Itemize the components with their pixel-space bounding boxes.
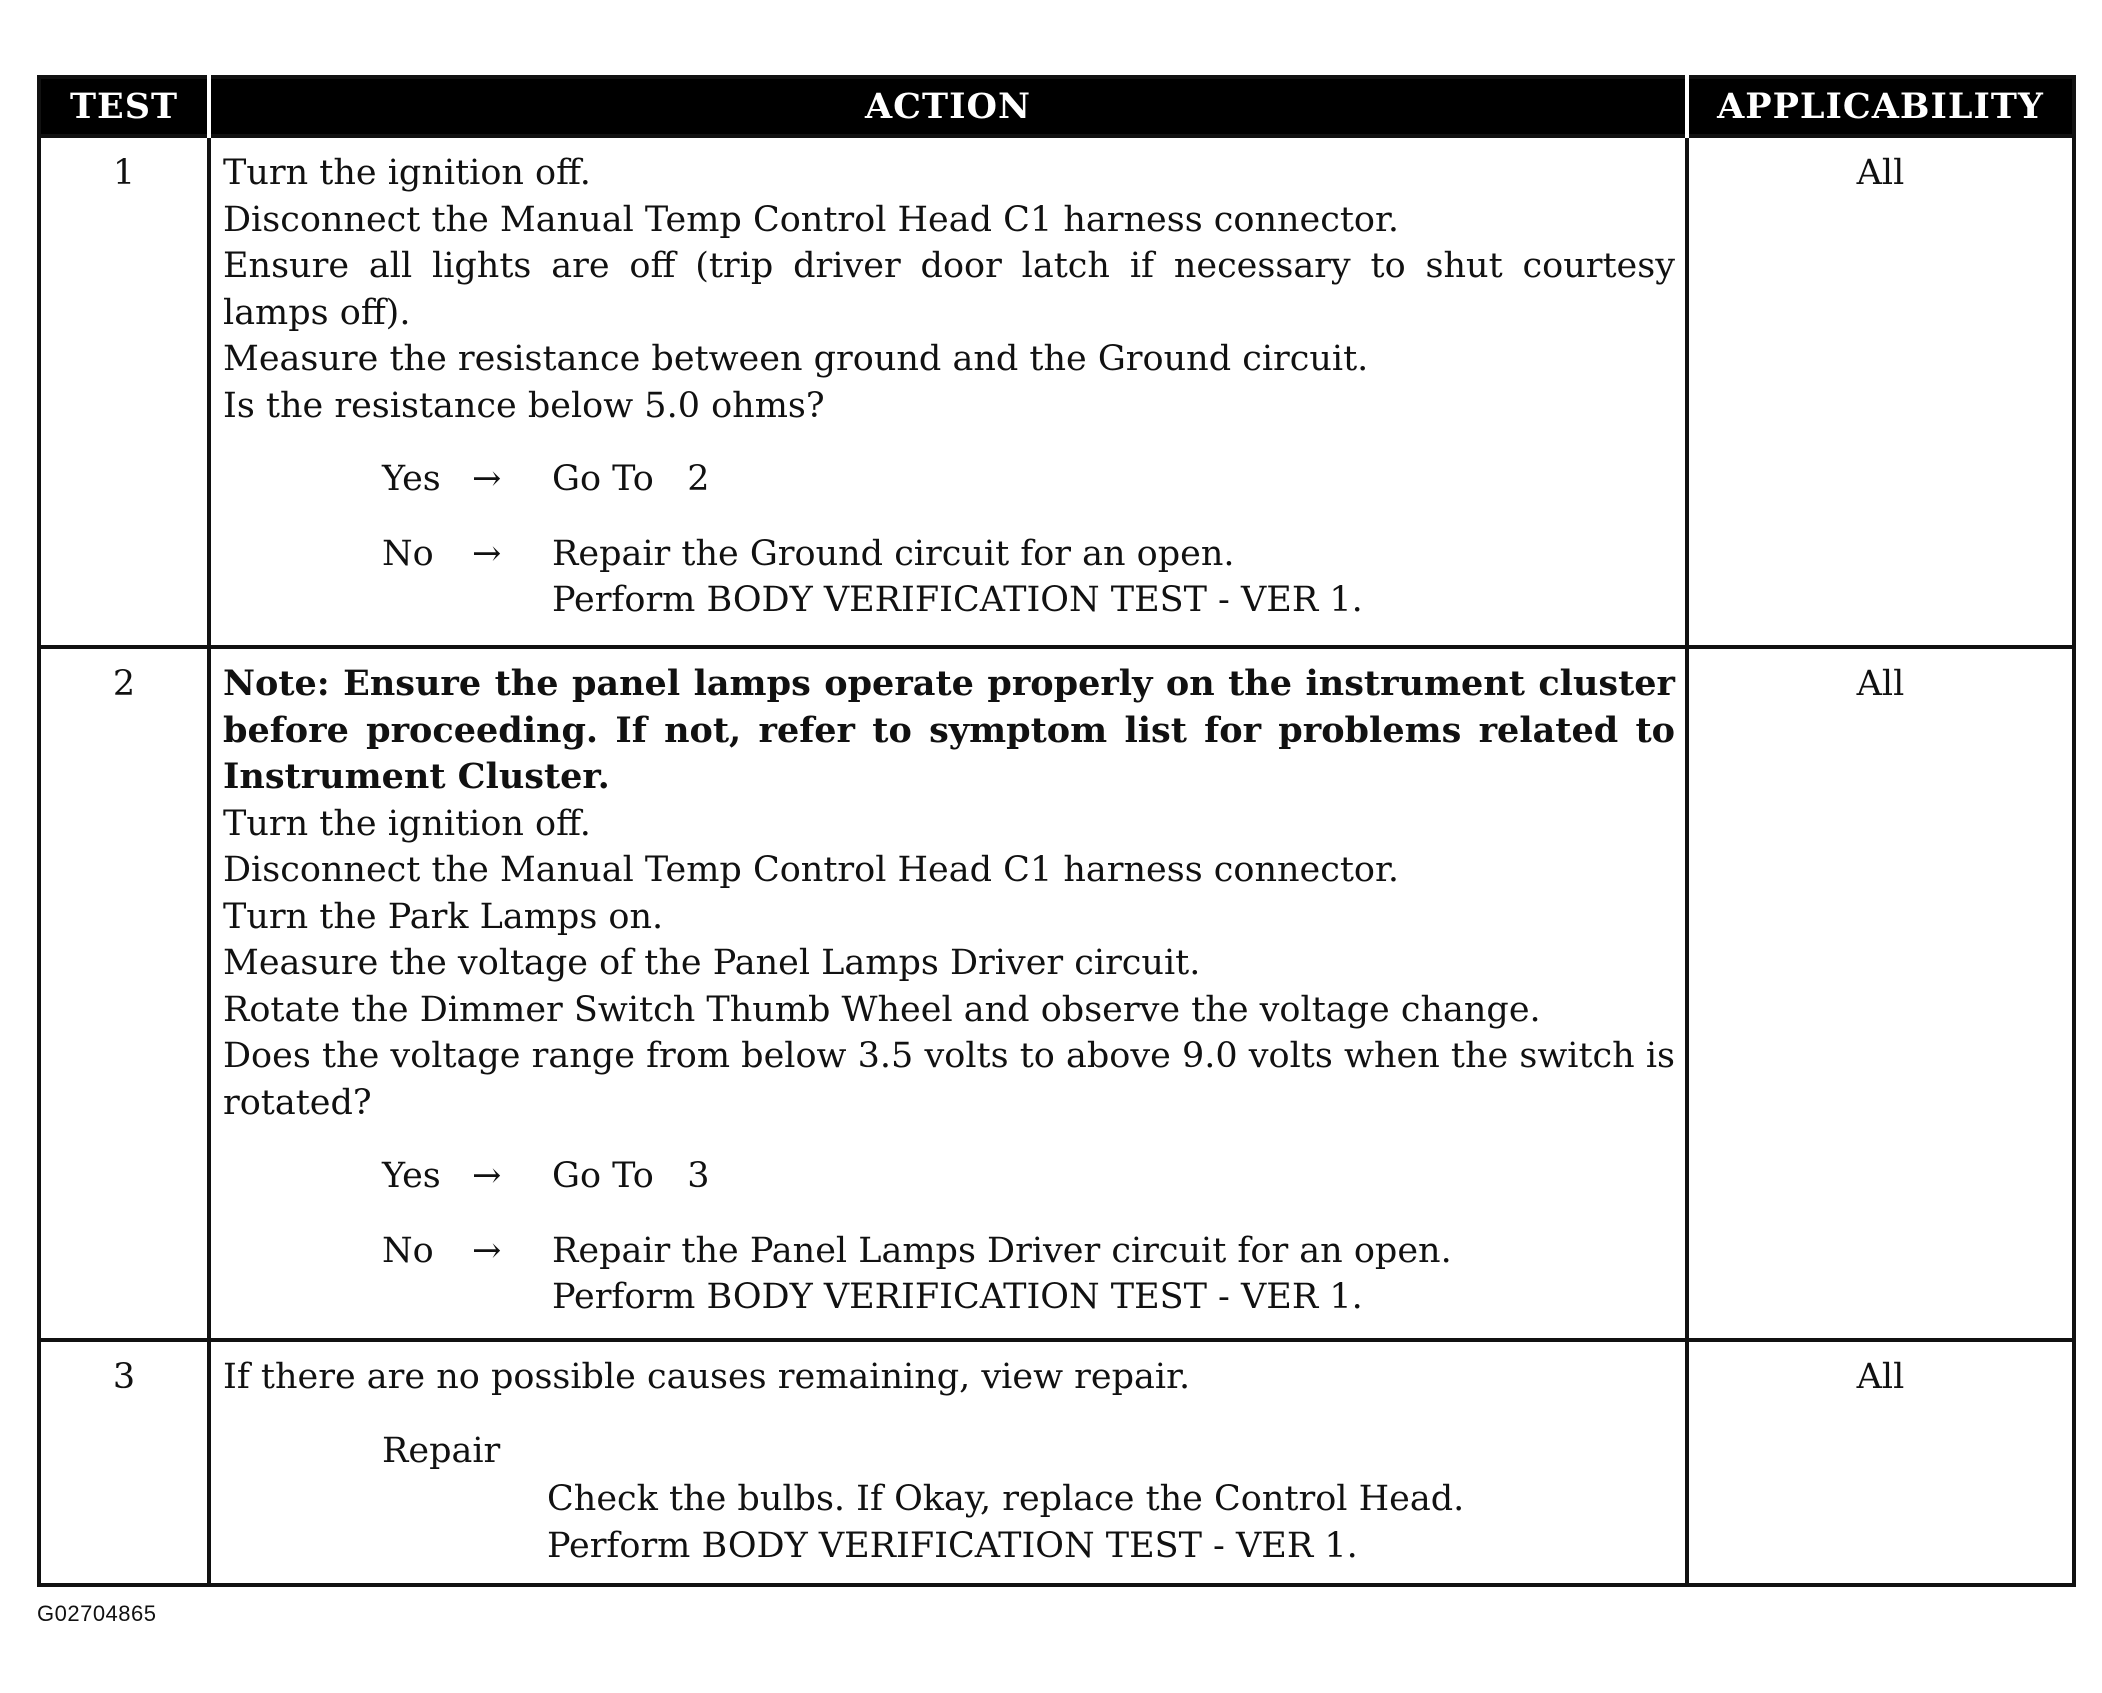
yes-answer [382, 1153, 1675, 1200]
yes-label: Yes [382, 459, 441, 499]
figure-id: G02704865 [37, 1601, 157, 1626]
right-arrow-icon: → [472, 533, 502, 574]
action-step: Turn the ignition off. [223, 803, 591, 844]
goto-text: Go To 3 [552, 1156, 710, 1196]
repair-instruction: Repair the Ground circuit for an open. [552, 533, 1235, 574]
action-cell [209, 136, 1687, 647]
action-step: Turn the Park Lamps on. [223, 896, 664, 937]
action-step: Turn the ignition off. [223, 153, 591, 193]
action-step: Rotate the Dimmer Switch Thumb Wheel and observe the voltage change. [223, 989, 1541, 1030]
action-step: If there are no possible causes remaining, view repair. [223, 1357, 1191, 1397]
repair-instruction: Repair the Panel Lamps Driver circuit for an open. [552, 1230, 1452, 1271]
diagnostic-test-table [37, 75, 2076, 1587]
action-step: Measure the resistance between ground and the Ground circuit. [223, 339, 1369, 379]
action-question: Is the resistance below 5.0 ohms? [223, 385, 825, 426]
repair-instruction: Check the bulbs. If Okay, replace the Control Head. [547, 1479, 1465, 1519]
repair-body [547, 1476, 1675, 1569]
test-number: 2 [39, 647, 209, 1340]
yes-label: Yes [382, 1156, 441, 1196]
applicability-value: All [1687, 647, 2074, 1340]
action-step: Measure the voltage of the Panel Lamps Driver circuit. [223, 943, 1201, 983]
action-step: Ensure all lights are off (trip driver door latch if necessary to shut courtesy lamps off). [223, 246, 1675, 333]
action-question: Does the voltage range from below 3.5 volts to above 9.0 volts when the switch is rotated? [223, 1036, 1675, 1123]
note-text: Note: Ensure the panel lamps operate properly on the instrument cluster before proceeding. If not, refer to symptom list for problems related to Instrument Cluster. [223, 663, 1675, 797]
table-row [39, 136, 2074, 647]
applicability-value: All [1687, 136, 2074, 647]
no-action [552, 531, 1675, 624]
verification-instruction: Perform BODY VERIFICATION TEST - VER 1. [552, 1277, 1363, 1317]
no-action [552, 1228, 1675, 1321]
repair-label: Repair [382, 1430, 501, 1471]
goto-text: Go To 2 [552, 459, 710, 499]
verification-instruction: Perform BODY VERIFICATION TEST - VER 1. [552, 580, 1363, 620]
table-row [39, 1340, 2074, 1585]
header-action: ACTION [209, 77, 1687, 136]
right-arrow-icon: → [472, 1230, 502, 1271]
header-test: TEST [39, 77, 209, 136]
action-step: Disconnect the Manual Temp Control Head C1 harness connector. [223, 199, 1400, 240]
no-answer [382, 531, 1675, 624]
applicability-value: All [1687, 1340, 2074, 1585]
header-applicability: APPLICABILITY [1687, 77, 2074, 136]
right-arrow-icon: → [472, 1156, 502, 1196]
action-step: Disconnect the Manual Temp Control Head C1 harness connector. [223, 850, 1400, 890]
repair-block [382, 1428, 1675, 1570]
table-header-row [39, 77, 2074, 136]
table-row [39, 647, 2074, 1340]
verification-instruction: Perform BODY VERIFICATION TEST - VER 1. [547, 1525, 1358, 1566]
test-number: 3 [39, 1340, 209, 1585]
answer-block [382, 456, 1675, 624]
no-label: No [382, 533, 434, 574]
right-arrow-icon: → [472, 459, 502, 499]
yes-answer [382, 456, 1675, 503]
test-number: 1 [39, 136, 209, 647]
action-cell [209, 1340, 1687, 1585]
answer-block [382, 1153, 1675, 1321]
no-answer [382, 1228, 1675, 1321]
action-cell [209, 647, 1687, 1340]
no-label: No [382, 1230, 434, 1271]
